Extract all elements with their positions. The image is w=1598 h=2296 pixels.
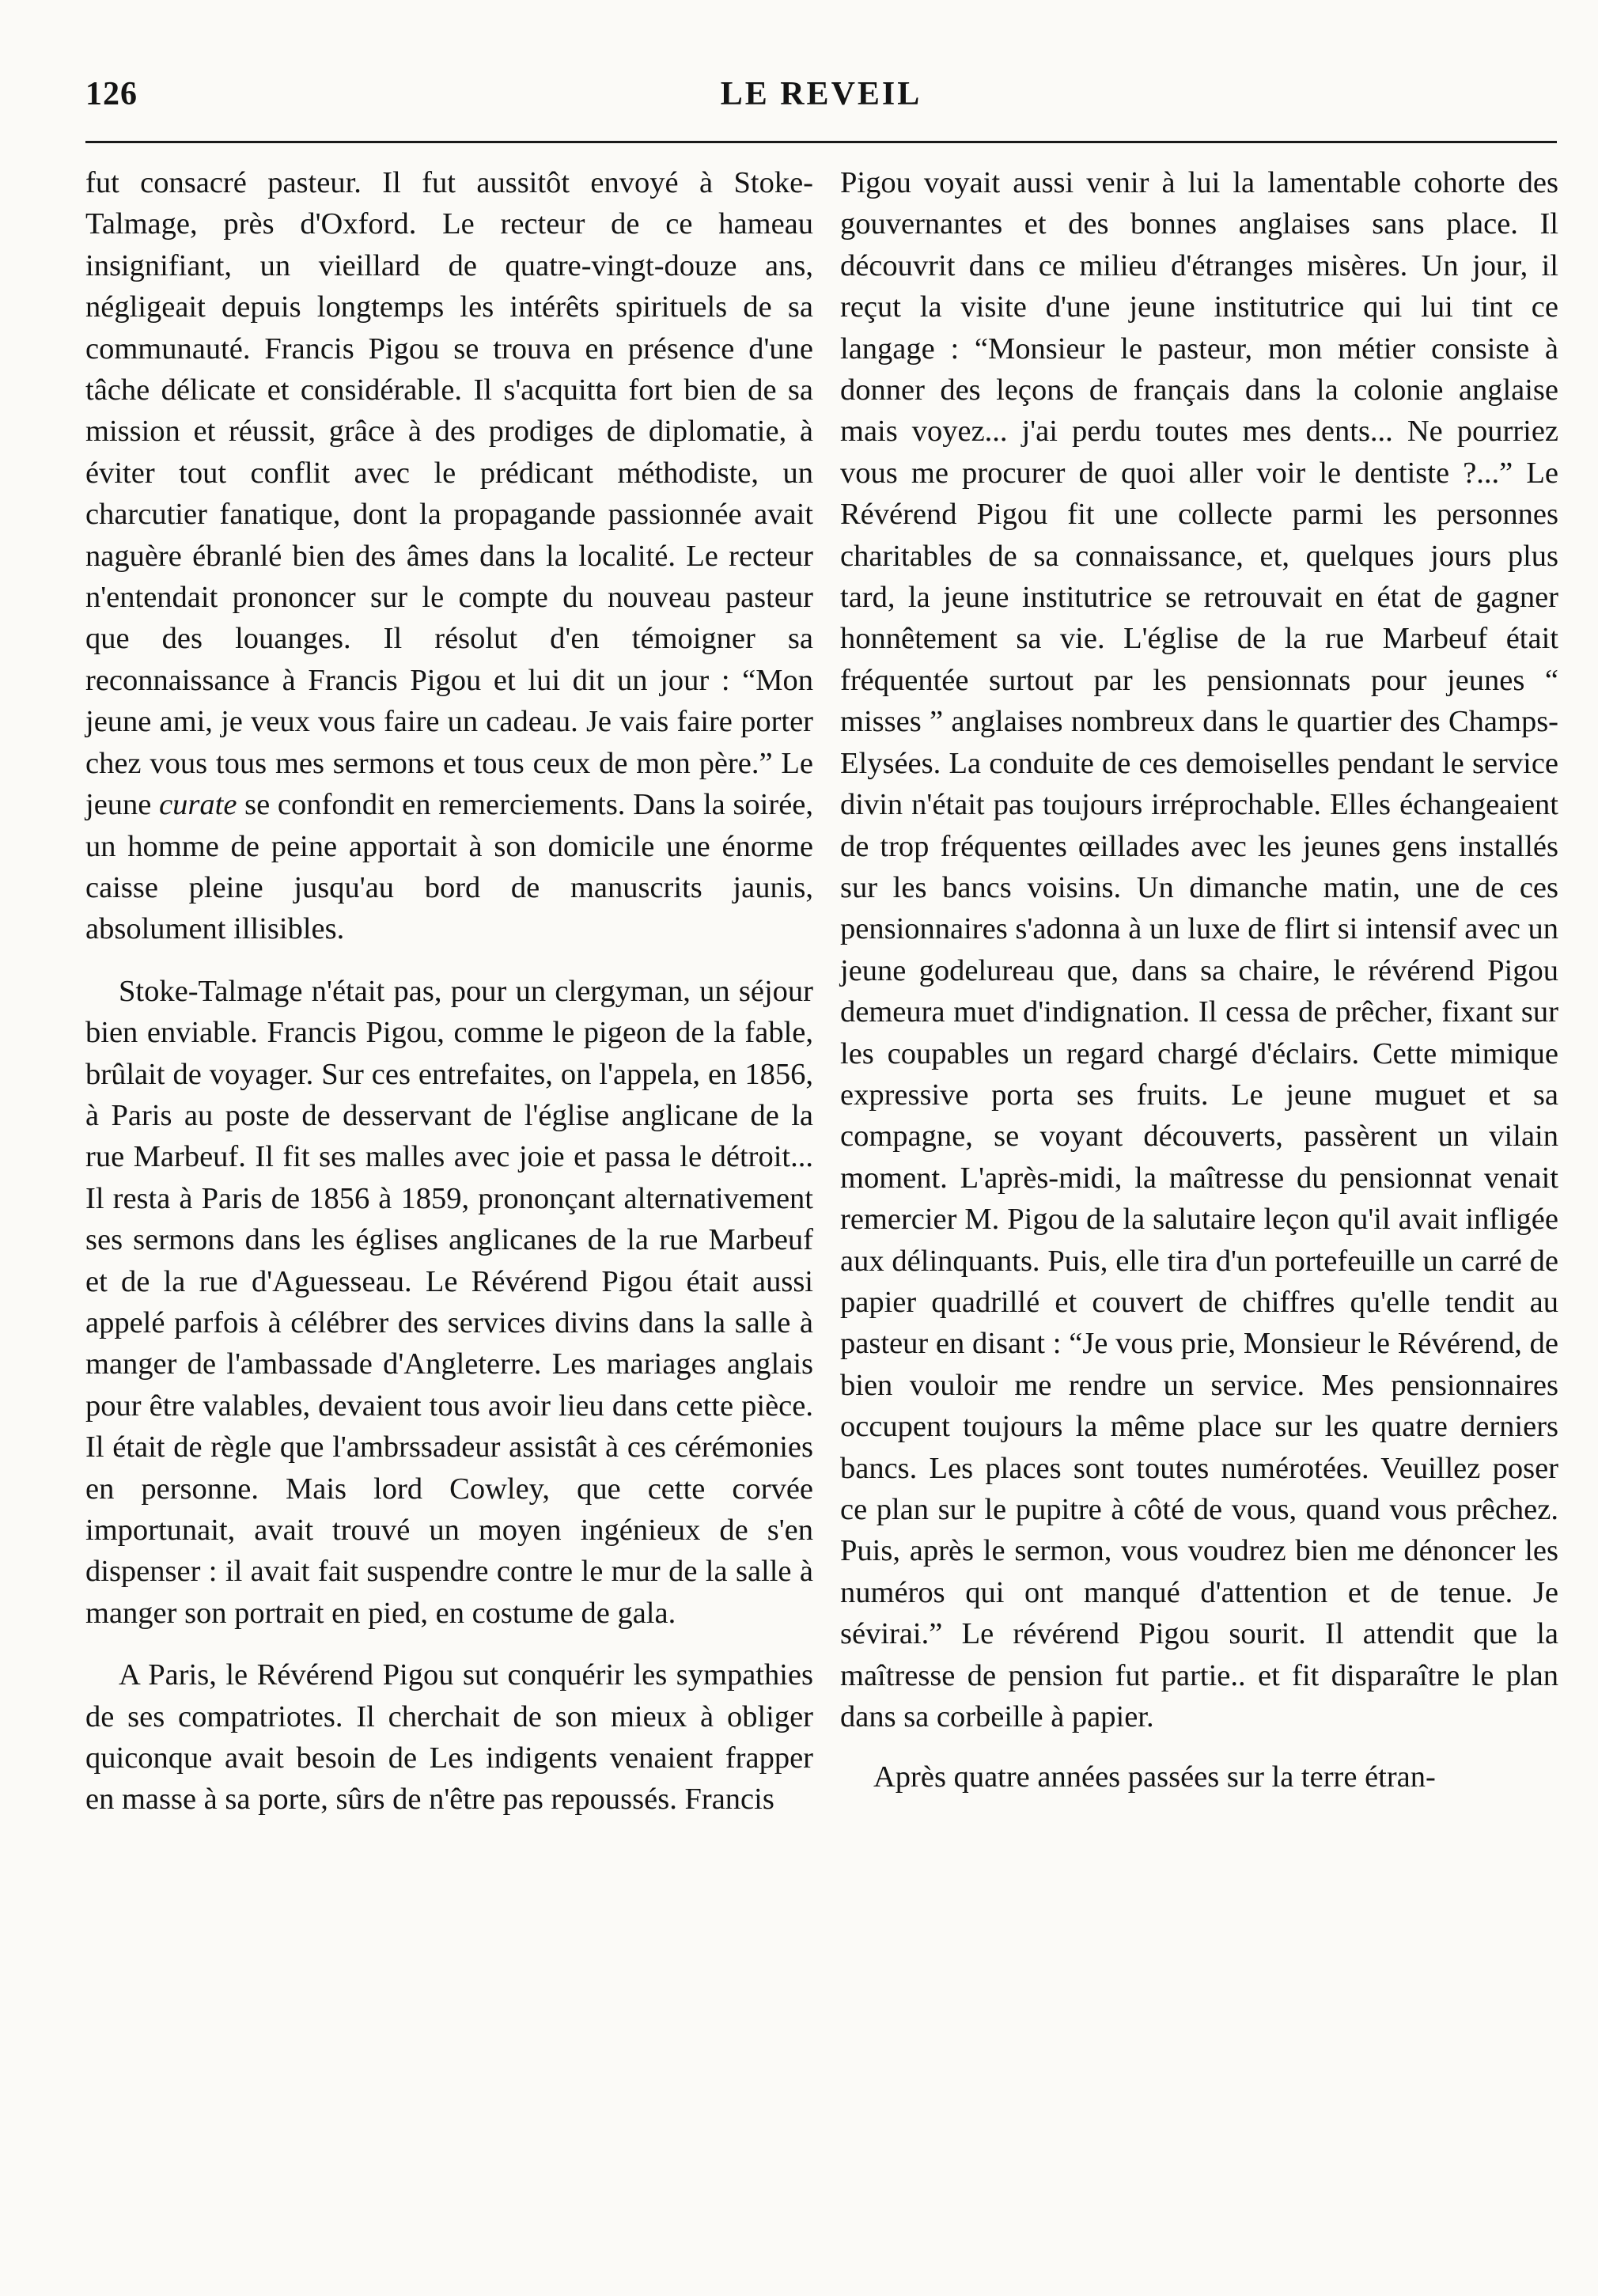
right-column [840, 162, 1558, 1798]
left-paragraph-3: A Paris, le Révérend Pigou sut conquérir les sympathies de ses compatriotes. Il cherchait de son mieux à obliger quiconque avait besoin de Les indigents venaient frapper en masse à sa porte, sûrs de n'être pas repoussés. Francis [85, 1658, 813, 1817]
left-paragraph-1-text-b: se confondit en remerciements. Dans la soirée, un homme de peine apportait à son domicile une énorme caisse pleine jusqu'au bord de manuscrits jaunis, absolument illisibles. [85, 788, 813, 946]
header-rule [85, 141, 1557, 143]
page-header [85, 75, 1557, 131]
left-column [85, 162, 813, 1821]
running-title: LE REVEIL [720, 76, 922, 112]
page-number: 126 [85, 76, 138, 112]
left-paragraph-1 [85, 162, 813, 950]
left-paragraph-1-text-a: fut consacré pasteur. Il fut aussitôt envoyé à Stoke-Talmage, près d'Oxford. Le recteur de ce hameau insignifiant, un vieillard de quatre-vingt-douze ans, négligeait depuis longtemps les intérêts spirituels de sa communauté. Francis Pigou se trouva en présence d'une tâche délicate et considérable. Il s'acquitta fort bien de sa mission et réussit, grâce à des prodiges de diplomatie, à éviter tout conflit avec le prédicant méthodiste, un charcutier fanatique, dont la propagande passionnée avait naguère ébranlé bien des âmes dans la localité. Le recteur n'entendait prononcer sur le compte du nouveau pasteur que des louanges. Il résolut d'en témoigner sa reconnaissance à Francis Pigou et lui dit un jour : “Mon jeune ami, je veux vous faire un cadeau. Je vais faire porter chez vous tous mes sermons et tous ceux de mon père.” Le jeune [85, 166, 813, 822]
right-paragraph-2: Après quatre années passées sur la terre étran- [873, 1760, 1436, 1794]
right-paragraph-1: Pigou voyait aussi venir à lui la lamentable cohorte des gouvernantes et des bonnes anglaises sans place. Il découvrit dans ce milieu d'étranges misères. Un jour, il reçut la visite d'une jeune institutrice qui lui tint ce langage : “Monsieur le pasteur, mon métier consiste à donner des leçons de français dans la colonie anglaise mais voyez... j'ai perdu toutes mes dents... Ne pourriez vous me procurer de quoi aller voir le dentiste ?...” Le Révérend Pigou fit une collecte parmi les personnes charitables de sa connaissance, et, quelques jours plus tard, la jeune institutrice se retrouvait en état de gagner honnêtement sa vie. L'église de la rue Marbeuf était fréquentée surtout par les pensionnats pour jeunes “ misses ” anglaises nombreux dans le quartier des Champs-Elysées. La conduite de ces demoiselles pendant le service divin n'était pas toujours irréprochable. Elles échangeaient de trop fréquentes œillades avec les jeunes gens installés sur les bancs voisins. Un dimanche matin, une de ces pensionnaires s'adonna à un luxe de flirt si intensif avec un jeune godelureau que, dans sa chaire, le révérend Pigou demeura muet d'indignation. Il cessa de prêcher, fixant sur les coupables un regard chargé d'éclairs. Cette mimique expressive porta ses fruits. Le jeune muguet et sa compagne, se voyant découverts, passèrent un vilain moment. L'après-midi, la maîtresse du pensionnat venait remercier M. Pigou de la salutaire leçon qu'il avait infligée aux délinquants. Puis, elle tira d'un portefeuille un carré de papier quadrillé et couvert de chiffres qu'elle tendit au pasteur en disant : “Je vous prie, Monsieur le Révérend, de bien vouloir me rendre un service. Mes pensionnaires occupent toujours la même place sur les quatre derniers bancs. Les places sont toutes numérotées. Veuillez poser ce plan sur le pupitre à côté de vous, quand vous prêchez. Puis, après le sermon, vous voudrez bien me dénoncer les numéros qui ont manqué d'attention et de tenue. Je sévirai.” Le révérend Pigou sourit. Il attendit que la maîtresse de pension fut partie.. et fit disparaître le plan dans sa corbeille à papier. [840, 166, 1558, 1734]
italic-word-curate: curate [159, 788, 237, 822]
left-paragraph-2: Stoke-Talmage n'était pas, pour un clergyman, un séjour bien enviable. Francis Pigou, comme le pigeon de la fable, brûlait de voyager. Sur ces entrefaites, on l'appela, en 1856, à Paris au poste de desservant de l'église anglicane de la rue Marbeuf. Il fit ses malles avec joie et passa le détroit... Il resta à Paris de 1856 à 1859, prononçant alternativement ses sermons dans les églises anglicanes de la rue Marbeuf et de la rue d'Aguesseau. Le Révérend Pigou était aussi appelé parfois à célébrer des services divins dans la salle à manger de l'ambassade d'Angleterre. Les mariages anglais pour être valables, devaient tous avoir lieu dans cette pièce. Il était de règle que l'ambrssadeur assistât à ces cérémonies en personne. Mais lord Cowley, que cette corvée importunait, avait trouvé un moyen ingénieux de s'en dispenser : il avait fait suspendre contre le mur de la salle à manger son portrait en pied, en costume de gala. [85, 974, 813, 1630]
